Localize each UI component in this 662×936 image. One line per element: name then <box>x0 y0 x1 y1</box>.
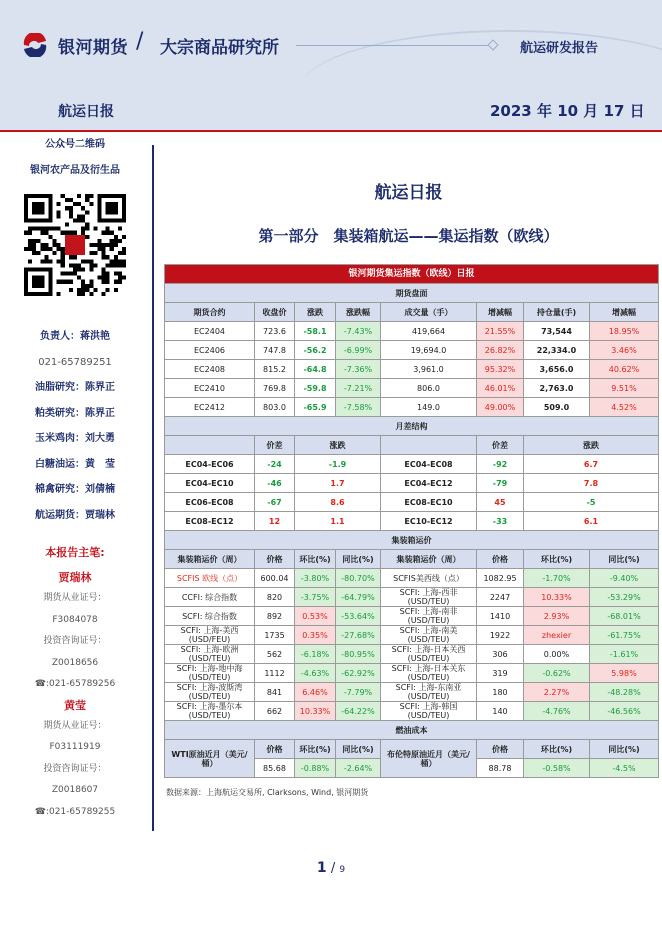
futures-row <box>165 379 659 398</box>
close-price: 747.8 <box>255 341 295 360</box>
fuel-heading-row <box>165 721 659 740</box>
route-name: SCFI: 上海-波斯湾 (USD/TEU) <box>165 683 255 702</box>
route-name: SCFI: 上海-墨尔本 (USD/TEU) <box>165 702 255 721</box>
change-pct: -7.43% <box>336 322 381 341</box>
close-price: 815.2 <box>255 360 295 379</box>
institute-name: 大宗商品研究所 <box>160 38 279 58</box>
author-consult: Z0018656 <box>51 657 99 668</box>
author-license: F3084078 <box>52 614 98 625</box>
volume-change: 46.01% <box>477 379 524 398</box>
contract-name: EC2406 <box>165 341 255 360</box>
futures-col-header: 增减幅 <box>590 303 659 322</box>
spread-row <box>165 455 659 474</box>
author-name: 黄莹 <box>64 698 86 712</box>
oi-change: 9.51% <box>590 379 659 398</box>
freight-col-header: 环比(%) <box>295 550 336 569</box>
staff-entry: 航运期货：贾瑞林 <box>35 509 115 521</box>
route-wow: 2.27% <box>524 683 590 702</box>
spread-name: EC10-EC12 <box>381 512 477 531</box>
fuel-col-header: 同比(%) <box>336 740 381 759</box>
spread-col-header: 涨跌 <box>524 436 659 455</box>
brent-label: 布伦特原油近月（美元/桶） <box>381 740 477 778</box>
route-yoy: -46.56% <box>590 702 659 721</box>
volume-change: 26.82% <box>477 341 524 360</box>
fuel-col-header: 价格 <box>477 740 524 759</box>
route-yoy: -27.68% <box>336 626 381 645</box>
author-license-label: 期货从业证号： <box>43 720 107 731</box>
route-wow: 10.33% <box>295 702 336 721</box>
change-pct: -6.99% <box>336 341 381 360</box>
route-yoy: -64.79% <box>336 588 381 607</box>
freight-col-header: 集装箱运价（周） <box>381 550 477 569</box>
futures-row <box>165 322 659 341</box>
spread-row <box>165 512 659 531</box>
route-name: SCFI: 上海-韩国 (USD/TEU) <box>381 702 477 721</box>
route-price: 1735 <box>255 626 295 645</box>
route-wow: -3.75% <box>295 588 336 607</box>
brand-name: 银河期货 <box>58 38 128 58</box>
author-consult-label: 投资咨询证号： <box>43 763 107 774</box>
route-yoy: -68.01% <box>590 607 659 626</box>
futures-col-header: 持仓量(手) <box>524 303 590 322</box>
section-title: 第一部分 集装箱航运——集运指数（欧线） <box>258 227 559 245</box>
futures-row <box>165 360 659 379</box>
open-interest: 3,656.0 <box>524 360 590 379</box>
route-price: 892 <box>255 607 295 626</box>
route-yoy: -1.61% <box>590 645 659 664</box>
futures-col-header: 涨跌 <box>295 303 336 322</box>
total-pages: 9 <box>339 865 346 875</box>
change-value: -65.9 <box>295 398 336 417</box>
change-value: -56.2 <box>295 341 336 360</box>
sidebar <box>0 138 150 823</box>
brent-wow: -0.58% <box>524 759 590 778</box>
report-type: 航运研发报告 <box>520 41 599 56</box>
author-list <box>0 568 150 823</box>
contract-name: EC2404 <box>165 322 255 341</box>
qr-label: 公众号二维码 <box>45 139 105 150</box>
freight-col-header: 价格 <box>255 550 295 569</box>
spread-value: -79 <box>477 474 524 493</box>
route-wow: 2.93% <box>524 607 590 626</box>
route-yoy: -53.64% <box>336 607 381 626</box>
route-yoy: -7.79% <box>336 683 381 702</box>
route-price: 306 <box>477 645 524 664</box>
freight-heading: 集装箱运价 <box>165 531 659 550</box>
spread-name: EC08-EC12 <box>165 512 255 531</box>
change-value: -64.8 <box>295 360 336 379</box>
route-price: 600.04 <box>255 569 295 588</box>
route-wow: -4.63% <box>295 664 336 683</box>
spread-name: EC04-EC06 <box>165 455 255 474</box>
volume: 19,694.0 <box>381 341 477 360</box>
page-separator: / <box>330 861 336 876</box>
route-wow: -6.18% <box>295 645 336 664</box>
route-name: SCFI: 上海-南美 (USD/TEU) <box>381 626 477 645</box>
route-wow: -3.80% <box>295 569 336 588</box>
spread-value: -24 <box>255 455 295 474</box>
volume: 149.0 <box>381 398 477 417</box>
spread-change: -5 <box>524 493 659 512</box>
spread-col-header: 涨跌 <box>295 436 381 455</box>
data-source-note: 数据来源：上海航运交易所, Clarksons, Wind, 银河期货 <box>166 788 369 797</box>
freight-col-header: 环比(%) <box>524 550 590 569</box>
route-price: 180 <box>477 683 524 702</box>
spread-change: 6.7 <box>524 455 659 474</box>
author-license: F03111919 <box>49 742 101 752</box>
fuel-header-row <box>165 740 659 759</box>
spread-change: 1.7 <box>295 474 381 493</box>
freight-col-header: 同比(%) <box>336 550 381 569</box>
route-wow: -1.70% <box>524 569 590 588</box>
author-phone: ☎:021-65789255 <box>34 806 116 817</box>
fuel-heading: 燃油成本 <box>165 721 659 740</box>
doc-name: 航运日报 <box>58 104 114 120</box>
freight-row <box>165 607 659 626</box>
futures-heading: 期货盘面 <box>165 284 659 303</box>
change-value: -58.1 <box>295 322 336 341</box>
route-price: 2247 <box>477 588 524 607</box>
route-wow: 10.33% <box>524 588 590 607</box>
open-interest: 73,544 <box>524 322 590 341</box>
route-price: 319 <box>477 664 524 683</box>
fuel-col-header: 环比(%) <box>295 740 336 759</box>
brand-separator: / <box>136 29 144 54</box>
futures-row <box>165 398 659 417</box>
route-name: SCFI: 上海-欧洲 (USD/TEU) <box>165 645 255 664</box>
change-pct: -7.58% <box>336 398 381 417</box>
author-phone: ☎:021-65789256 <box>34 679 116 689</box>
freight-col-header: 同比(%) <box>590 550 659 569</box>
spread-col-header: 价差 <box>477 436 524 455</box>
route-name: SCFI: 上海-西非 (USD/TEU) <box>381 588 477 607</box>
header-red-rule <box>0 130 662 132</box>
route-name: SCFI: 上海-美西 (USD/FEU) <box>165 626 255 645</box>
staff-entry: 021-65789251 <box>38 356 112 368</box>
staff-entry: 棉禽研究：刘倩楠 <box>35 484 115 495</box>
freight-row <box>165 645 659 664</box>
route-yoy: -61.75% <box>590 626 659 645</box>
wti-wow: -0.88% <box>295 759 336 778</box>
spread-value: -33 <box>477 512 524 531</box>
freight-col-header: 集装箱运价（周） <box>165 550 255 569</box>
spread-name: EC06-EC08 <box>165 493 255 512</box>
futures-col-header: 涨跌幅 <box>336 303 381 322</box>
freight-row <box>165 569 659 588</box>
contract-name: EC2408 <box>165 360 255 379</box>
route-price: 1410 <box>477 607 524 626</box>
spread-blank-header <box>381 436 477 455</box>
volume: 806.0 <box>381 379 477 398</box>
spread-change: 7.8 <box>524 474 659 493</box>
freight-row <box>165 588 659 607</box>
route-name: CCFI: 综合指数 <box>165 588 255 607</box>
brent-yoy: -4.5% <box>590 759 659 778</box>
route-wow: -4.76% <box>524 702 590 721</box>
route-yoy: -62.92% <box>336 664 381 683</box>
change-pct: -7.21% <box>336 379 381 398</box>
futures-col-header: 成交量（手） <box>381 303 477 322</box>
spread-row <box>165 493 659 512</box>
staff-list <box>0 324 150 528</box>
route-name: SCFI: 上海-日本关东 (USD/TEU) <box>381 664 477 683</box>
shipping-index-table <box>164 264 659 778</box>
table-title: 银河期货集运指数（欧线）日报 <box>165 265 659 284</box>
spread-change: 8.6 <box>295 493 381 512</box>
open-interest: 2,763.0 <box>524 379 590 398</box>
oi-change: 18.95% <box>590 322 659 341</box>
route-yoy: -53.29% <box>590 588 659 607</box>
route-price: 140 <box>477 702 524 721</box>
contract-name: EC2410 <box>165 379 255 398</box>
spreads-heading: 月差结构 <box>165 417 659 436</box>
staff-entry: 粕类研究：陈界正 <box>35 407 115 419</box>
spread-blank-header <box>165 436 255 455</box>
spread-change: 1.1 <box>295 512 381 531</box>
route-name: SCFIS 欧线（点） <box>165 569 255 588</box>
galaxy-futures-logo-icon <box>20 33 50 57</box>
wti-price: 85.68 <box>255 759 295 778</box>
staff-entry: 白糖油运：黄 莹 <box>35 458 115 470</box>
freight-heading-row <box>165 531 659 550</box>
staff-entry: 负责人：蒋洪艳 <box>40 331 110 342</box>
spread-col-header: 价差 <box>255 436 295 455</box>
volume-change: 21.55% <box>477 322 524 341</box>
spread-name: EC04-EC10 <box>165 474 255 493</box>
futures-row <box>165 341 659 360</box>
open-interest: 22,334.0 <box>524 341 590 360</box>
route-wow: 0.35% <box>295 626 336 645</box>
author-consult-label: 投资咨询证号： <box>43 636 107 646</box>
freight-col-header: 价格 <box>477 550 524 569</box>
close-price: 803.0 <box>255 398 295 417</box>
futures-col-header: 期货合约 <box>165 303 255 322</box>
route-yoy: -64.22% <box>336 702 381 721</box>
spread-name: EC04-EC08 <box>381 455 477 474</box>
page-number <box>0 860 662 876</box>
report-date: 2023 年 10 月 17 日 <box>490 102 645 120</box>
close-price: 769.8 <box>255 379 295 398</box>
table-title-row <box>165 265 659 284</box>
spread-value: -67 <box>255 493 295 512</box>
volume: 419,664 <box>381 322 477 341</box>
staff-entry: 油脂研究：陈界正 <box>35 382 115 393</box>
route-price: 1112 <box>255 664 295 683</box>
wti-yoy: -2.64% <box>336 759 381 778</box>
route-wow: 0.00% <box>524 645 590 664</box>
route-price: 662 <box>255 702 295 721</box>
route-wow: -0.62% <box>524 664 590 683</box>
futures-header-row <box>165 303 659 322</box>
author-consult: Z0018607 <box>51 785 99 795</box>
route-name: SCFI: 综合指数 <box>165 607 255 626</box>
author-license-label: 期货从业证号： <box>43 593 107 603</box>
route-name: SCFI: 上海-地中海 (USD/TEU) <box>165 664 255 683</box>
route-price: 1922 <box>477 626 524 645</box>
qr-subtitle: 银河农产品及衍生品 <box>30 165 120 176</box>
freight-row <box>165 664 659 683</box>
route-wow: 0.53% <box>295 607 336 626</box>
route-price: 562 <box>255 645 295 664</box>
brent-price: 88.78 <box>477 759 524 778</box>
qr-code-icon[interactable] <box>24 194 126 296</box>
page-title: 航运日报 <box>374 183 443 203</box>
route-price: 1082.95 <box>477 569 524 588</box>
close-price: 723.6 <box>255 322 295 341</box>
wti-label: WTI原油近月（美元/桶） <box>165 740 255 778</box>
spreads-header-row <box>165 436 659 455</box>
futures-heading-row <box>165 284 659 303</box>
route-yoy: 5.98% <box>590 664 659 683</box>
spread-change: 6.1 <box>524 512 659 531</box>
route-yoy: -80.95% <box>336 645 381 664</box>
route-price: 841 <box>255 683 295 702</box>
volume: 3,961.0 <box>381 360 477 379</box>
author-heading: 本报告主笔: <box>45 546 105 559</box>
freight-row <box>165 702 659 721</box>
spread-value: 12 <box>255 512 295 531</box>
freight-header-row <box>165 550 659 569</box>
oi-change: 40.62% <box>590 360 659 379</box>
spreads-heading-row <box>165 417 659 436</box>
volume-change: 95.32% <box>477 360 524 379</box>
change-value: -59.8 <box>295 379 336 398</box>
fuel-col-header: 价格 <box>255 740 295 759</box>
spread-change: -1.9 <box>295 455 381 474</box>
route-yoy: -9.40% <box>590 569 659 588</box>
oi-change: 4.52% <box>590 398 659 417</box>
freight-row <box>165 626 659 645</box>
contract-name: EC2412 <box>165 398 255 417</box>
route-yoy: -80.70% <box>336 569 381 588</box>
oi-change: 3.46% <box>590 341 659 360</box>
futures-col-header: 增减幅 <box>477 303 524 322</box>
route-wow: 6.46% <box>295 683 336 702</box>
sidebar-divider <box>152 145 154 831</box>
route-name: SCFI: 上海-日本关西 (USD/TEU) <box>381 645 477 664</box>
change-pct: -7.36% <box>336 360 381 379</box>
author-name: 贾瑞林 <box>58 571 92 584</box>
fuel-col-header: 环比(%) <box>524 740 590 759</box>
volume-change: 49.00% <box>477 398 524 417</box>
spread-value: -92 <box>477 455 524 474</box>
freight-row <box>165 683 659 702</box>
route-name: SCFI: 上海-东南亚 (USD/TEU) <box>381 683 477 702</box>
current-page: 1 <box>316 860 327 876</box>
spread-name: EC04-EC12 <box>381 474 477 493</box>
futures-col-header: 收盘价 <box>255 303 295 322</box>
spread-value: 45 <box>477 493 524 512</box>
spread-row <box>165 474 659 493</box>
header-divider-line <box>296 45 492 46</box>
spread-name: EC08-EC10 <box>381 493 477 512</box>
route-price: 820 <box>255 588 295 607</box>
route-wow: zhexier <box>524 626 590 645</box>
staff-entry: 玉米鸡肉：刘大勇 <box>35 433 115 444</box>
route-name: SCFIS美西线（点） <box>381 569 477 588</box>
route-yoy: -48.28% <box>590 683 659 702</box>
open-interest: 509.0 <box>524 398 590 417</box>
route-name: SCFI: 上海-南非 (USD/TEU) <box>381 607 477 626</box>
fuel-col-header: 同比(%) <box>590 740 659 759</box>
spread-value: -46 <box>255 474 295 493</box>
